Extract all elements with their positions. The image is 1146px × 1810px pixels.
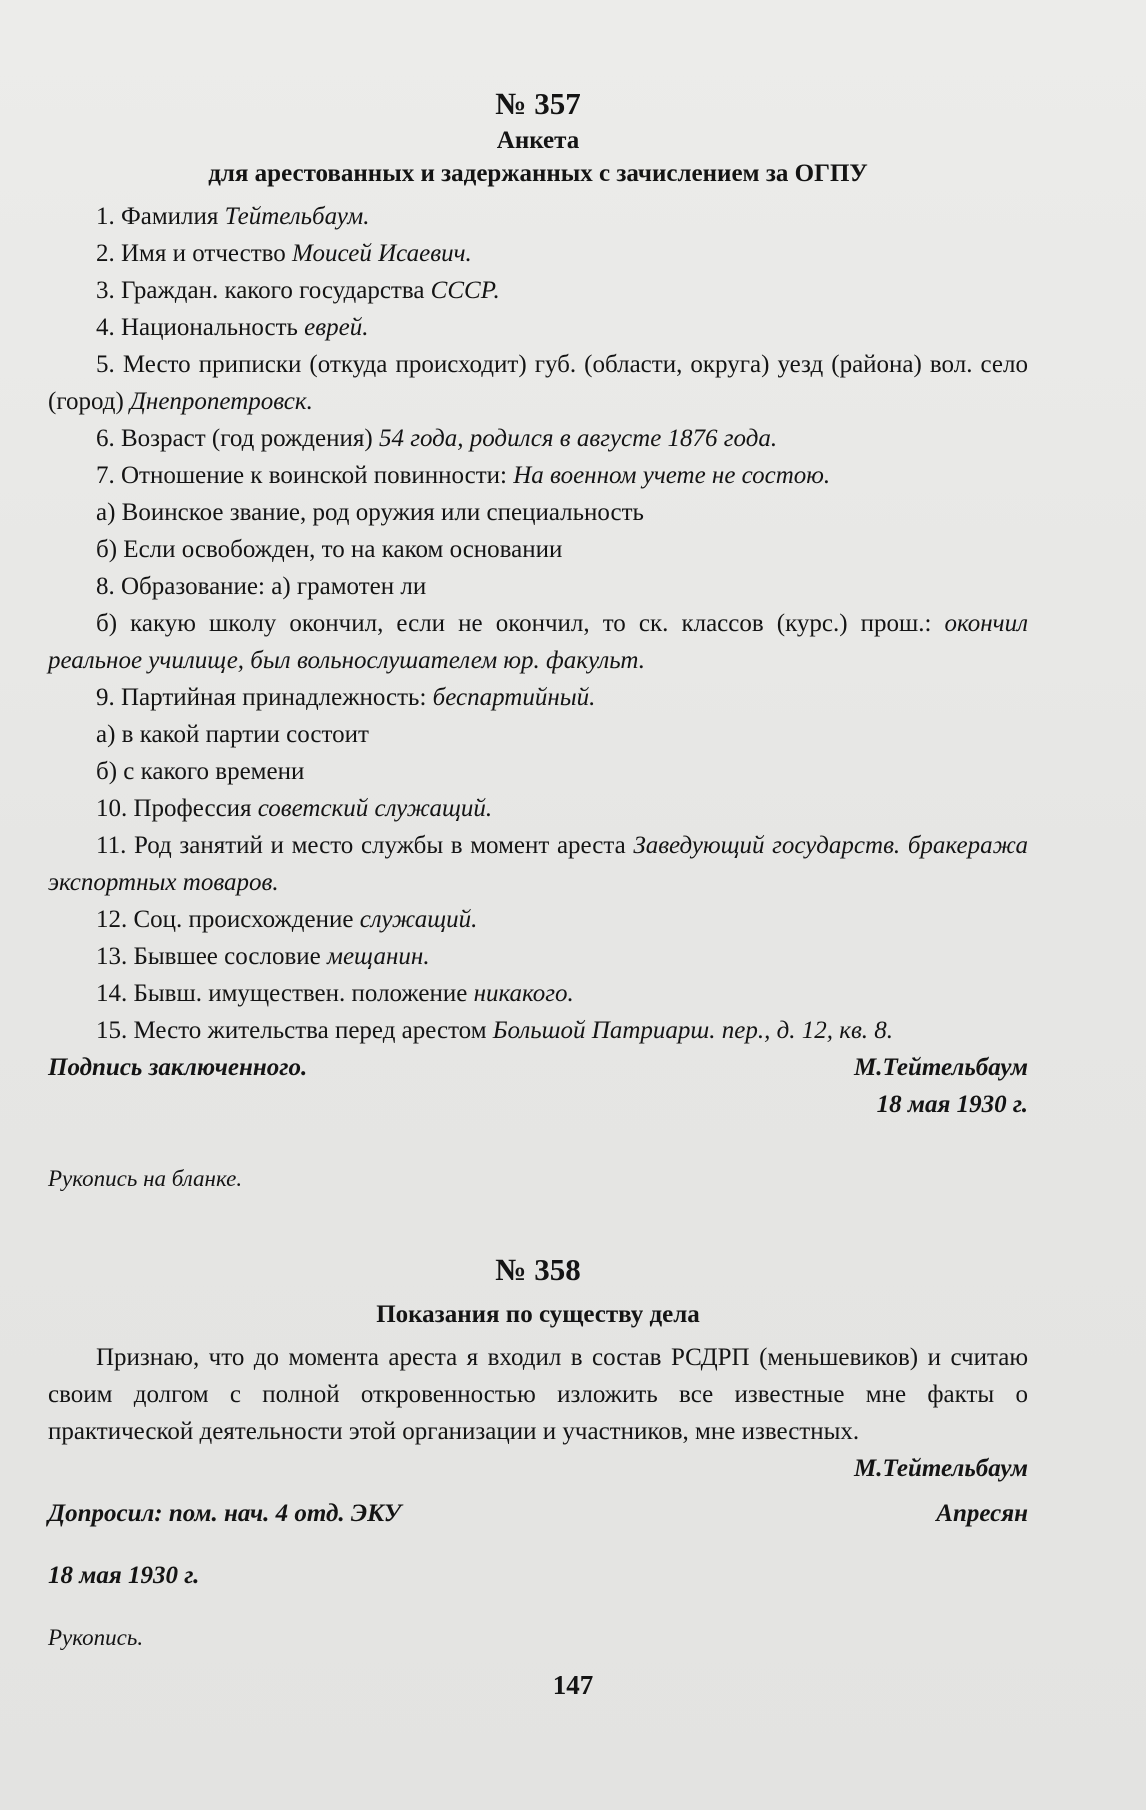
document-title-358: Показания по существу дела	[376, 1301, 700, 1328]
source-note-358: Рукопись.	[48, 1625, 144, 1650]
questionnaire-item-4: 4. Национальность еврей.	[96, 314, 369, 341]
testimony-text: Признаю, что до момента ареста я входил в состав РСДРП (меньшевиков) и считаю своим долгом с полной откровенностью изложить все известные мне факты о практической деятельности этой организации и участников, мне известных.	[48, 1344, 1028, 1445]
questionnaire-item-10: 10. Профессия советский служащий.	[96, 795, 493, 822]
document-title-357: Анкета	[496, 127, 580, 154]
interrogator-name: Апресян	[936, 1500, 1028, 1527]
questionnaire-item-9b: б) с какого времени	[96, 758, 305, 785]
signature-row-357	[48, 1049, 1028, 1086]
questionnaire-item-14: 14. Бывш. имуществен. положение никакого.	[96, 980, 574, 1007]
signature-name-358: М.Тейтельбаум	[854, 1455, 1028, 1482]
questionnaire-item-13: 13. Бывшее сословие мещанин.	[96, 943, 430, 970]
questionnaire-item-5: 5. Место приписки (откуда происходит) губ. (области, округа) уезд (района) вол. село (город) Днепропетровск.	[48, 351, 1028, 415]
questionnaire-item-12: 12. Соц. происхождение служащий.	[96, 906, 478, 933]
questionnaire-item-8: 8. Образование: а) грамотен ли	[96, 573, 427, 600]
signature-label: Подпись заключенного.	[48, 1054, 308, 1081]
document-number-357: № 357	[495, 86, 581, 121]
questionnaire-item-15: 15. Место жительства перед арестом Большой Патриарш. пер., д. 12, кв. 8.	[96, 1017, 894, 1044]
signature-date-357: 18 мая 1930 г.	[876, 1091, 1028, 1118]
questionnaire-item-6: 6. Возраст (год рождения) 54 года, родился в августе 1876 года.	[96, 425, 778, 452]
questionnaire-item-8b: б) какую школу окончил, если не окончил, то ск. классов (курс.) прош.: окончил реальное училище, был вольнослушателем юр. факульт.	[48, 610, 1028, 674]
interrogator-label: Допросил: пом. нач. 4 отд. ЭКУ	[48, 1500, 402, 1527]
signature-name-357: М.Тейтельбаум	[854, 1054, 1028, 1081]
source-note-357: Рукопись на бланке.	[48, 1166, 243, 1191]
questionnaire-item-11: 11. Род занятий и место службы в момент ареста Заведующий государств. бракеража экспортных товаров.	[48, 832, 1028, 896]
interrogation-date: 18 мая 1930 г.	[48, 1562, 200, 1589]
page-number: 147	[552, 1670, 594, 1700]
questionnaire-item-9: 9. Партийная принадлежность: беспартийный.	[96, 684, 596, 711]
questionnaire-item-7: 7. Отношение к воинской повинности: На военном учете не состою.	[96, 462, 831, 489]
document-number-358: № 358	[495, 1252, 581, 1287]
page-content	[48, 84, 1028, 1679]
questionnaire-item-7b: б) Если освобожден, то на каком основании	[96, 536, 563, 563]
questionnaire-item-3: 3. Граждан. какого государства СССР.	[96, 277, 500, 304]
questionnaire-item-1: 1. Фамилия Тейтельбаум.	[96, 203, 370, 230]
questionnaire-item-7a: а) Воинское звание, род оружия или специальность	[96, 499, 644, 526]
questionnaire-item-2: 2. Имя и отчество Моисей Исаевич.	[96, 240, 472, 267]
document-subtitle-357: для арестованных и задержанных с зачислением за ОГПУ	[208, 160, 868, 187]
questionnaire-item-9a: а) в какой партии состоит	[96, 721, 369, 748]
interrogator-row	[48, 1495, 1028, 1532]
